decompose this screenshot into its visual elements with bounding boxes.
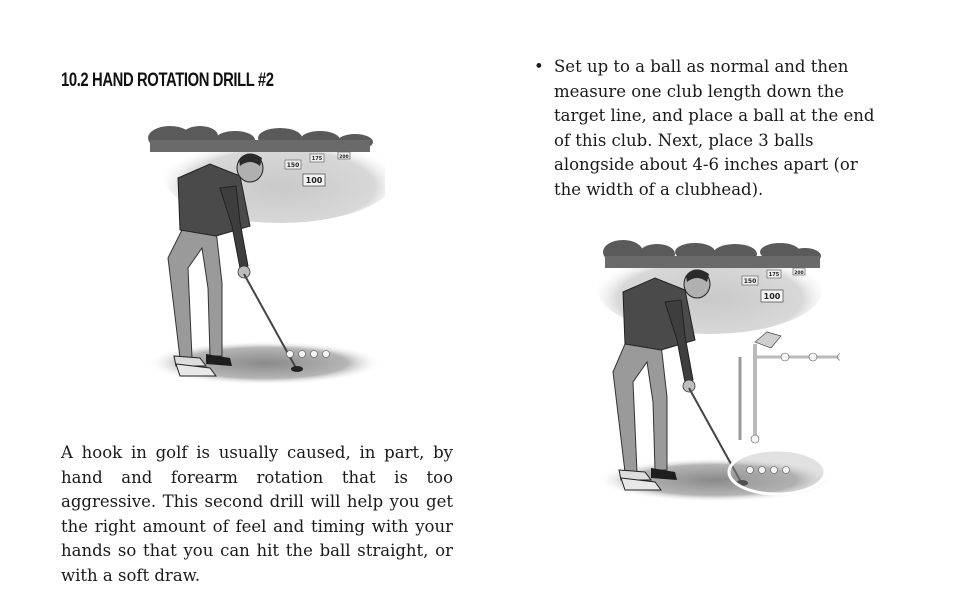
yardage-150: 150 <box>286 162 300 169</box>
tree-line <box>148 126 373 152</box>
yardage-100: 100 <box>763 292 781 301</box>
instruction-list <box>533 55 878 203</box>
alignment-club <box>740 332 840 442</box>
tree-line <box>603 240 821 268</box>
yardage-150: 150 <box>743 278 757 285</box>
highlighted-balls <box>729 450 825 494</box>
golfer-drill-image-1 <box>140 118 385 393</box>
golfer-drill-image-2 <box>595 232 840 507</box>
yardage-200: 200 <box>339 155 349 160</box>
golfer-illustration-2 <box>595 232 840 507</box>
bullet-icon: • <box>534 57 544 76</box>
instruction-text: Set up to a ball as normal and then measure one club length down the target line, and place a ball at the end of this club. Next, place 3 balls alongside about 4-6 inches apart (or the width of a clubhead). <box>554 57 875 199</box>
yardage-200: 200 <box>794 271 804 276</box>
intro-paragraph: A hook in golf is usually caused, in part, by hand and forearm rotation that is too aggressive. This second drill will help you get the right amount of feel and timing with your hands so that you can hit the ball straight, or with a soft draw. <box>61 443 453 585</box>
section-heading: 10.2 HAND ROTATION DRILL #2 <box>61 70 274 91</box>
yardage-175: 175 <box>768 272 780 278</box>
golfer-illustration-1 <box>140 118 385 393</box>
yardage-175: 175 <box>311 156 323 162</box>
yardage-100: 100 <box>305 176 323 185</box>
instruction-item <box>533 55 878 203</box>
target-line-balls <box>751 353 840 443</box>
